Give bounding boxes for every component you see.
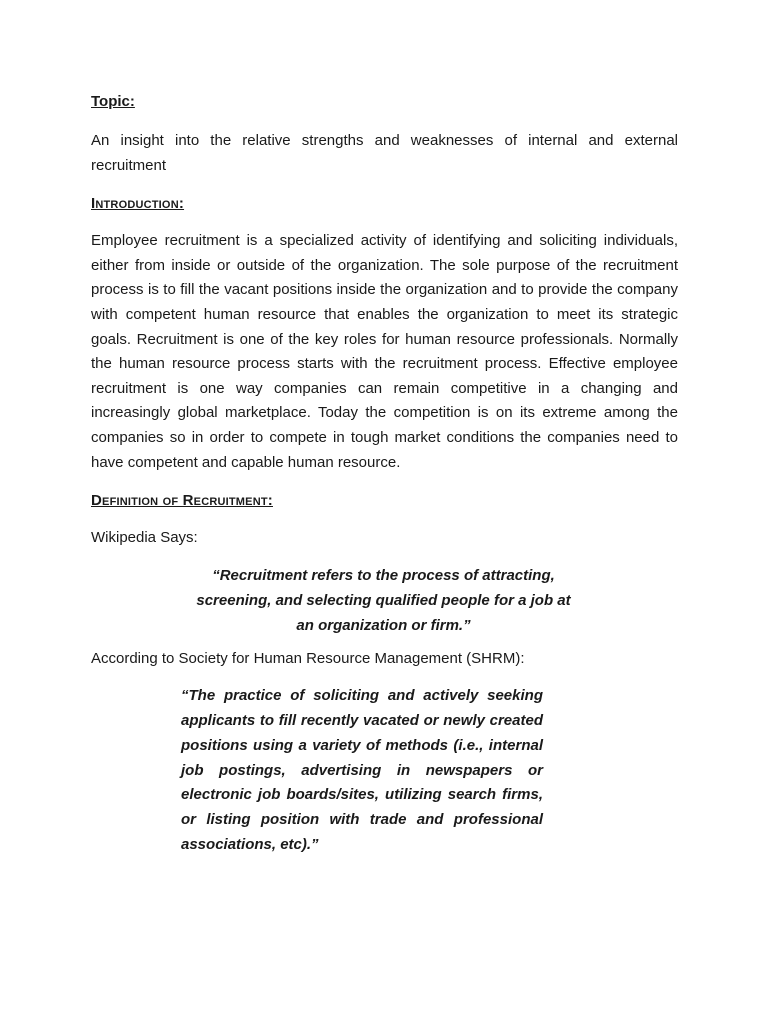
- introduction-heading: Introduction:: [91, 195, 185, 213]
- shrm-lead: According to Society for Human Resource Management (SHRM):: [91, 650, 525, 668]
- definition-heading: Definition of Recruitment:: [91, 492, 273, 510]
- introduction-paragraph: Employee recruitment is a specialized activity of identifying and soliciting individuals, either from inside or outside of the organization. The sole purpose of the recruitment process is to fill the vacant positions inside the organization and to provide the company with competent human resource that enables the organization to meet its strategic goals. Recruitment is one of the key roles for human resource professionals. Normally the human resource process starts with the recruitment process. Effective employee recruitment is one way companies can remain competitive in a changing and increasingly global marketplace. Today the competition is on its extreme among the companies so in order to compete in tough market conditions the companies need to have competent and capable human resource.: [91, 232, 678, 471]
- document-body: [91, 90, 678, 858]
- topic-label: Topic:: [91, 93, 135, 110]
- wikipedia-lead: Wikipedia Says:: [91, 529, 198, 547]
- shrm-quote: “The practice of soliciting and actively seeking applicants to fill recently vacated or newly created positions using a variety of methods (i.e., internal job postings, advertising in newspapers or electronic job boards/sites, utilizing search firms, or listing position with trade and professional associations, etc).”: [181, 687, 543, 853]
- wikipedia-quote: “Recruitment refers to the process of attracting, screening, and selecting qualified people for a job at an organization or firm.”: [196, 567, 571, 635]
- topic-text: An insight into the relative strengths and weaknesses of internal and external recruitment: [91, 132, 678, 174]
